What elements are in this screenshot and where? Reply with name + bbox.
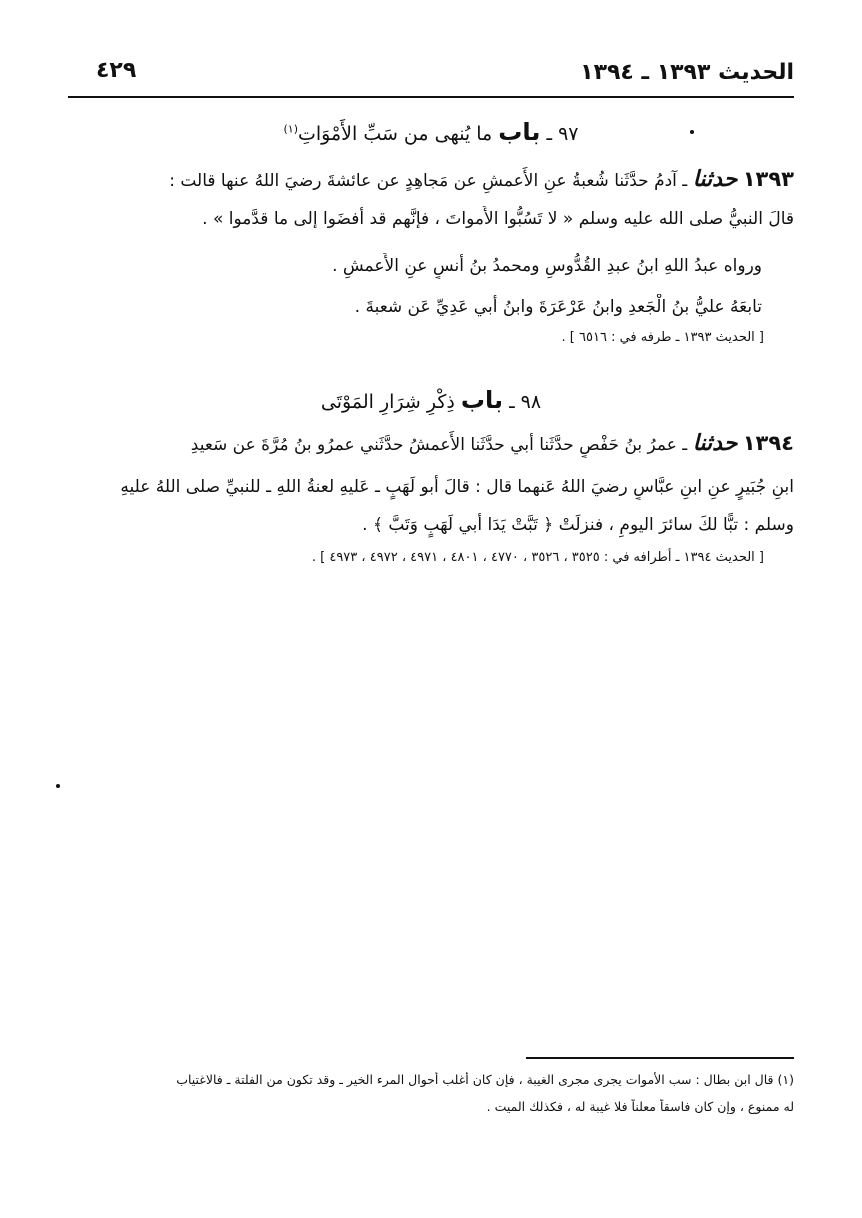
chapter-title: ذِكْرِ شِرَارِ المَوْتَى (320, 391, 455, 413)
haddathana-word: حدثنا (692, 431, 738, 456)
chapter-heading-98 (120, 386, 742, 414)
hadith-1394-line-1 (62, 430, 794, 458)
hadith-1394-line-2: ابنِ جُبَيرٍ عنِ ابنِ عبَّاسٍ رضيَ اللهُ عَنهما قال : قالَ أبو لَهَبٍ ـ عَليهِ لعنةُ اللهِ ـ للنبيِّ صلى اللهُ عليهِ (120, 477, 794, 497)
print-speck (56, 784, 60, 788)
hadith-1394-reference: [ الحديث ١٣٩٤ ـ أطرافه في : ٣٥٢٥ ، ٣٥٢٦ ، ٤٧٧٠ ، ٤٨٠١ ، ٤٩٧١ ، ٤٩٧٢ ، ٤٩٧٣ ] . (311, 550, 764, 565)
chapter-heading-97 (120, 118, 742, 146)
hadith-1393-line-4: تابعَهُ عليُّ بنُ الْجَعدِ وابنُ عَرْعَرَةَ وابنُ أبي عَدِيِّ عَن شعبةَ . (354, 297, 762, 317)
header-title: الحديث ١٣٩٣ ـ ١٣٩٤ (580, 60, 794, 85)
haddathana-word: حدثنا (692, 167, 738, 192)
hadith-1393-line-3: ورواه عبدُ اللهِ ابنُ عبدِ القُدُّوسِ ومحمدُ بنُ أنسٍ عنِ الأَعمشِ . (332, 256, 762, 276)
footnote-marker: (١) (283, 122, 298, 136)
hadith-1393-line-1 (62, 166, 794, 194)
running-header (68, 56, 794, 98)
hadith-1393-line-2: قالَ النبيُّ صلى الله عليه وسلم « لا تَسُبُّوا الأَمواتَ ، فإنَّهم قد أفضَوا إلى ما قدَّموا » . (202, 209, 794, 229)
hadith-text: ـ عمرُ بنُ حَفْصٍ حدَّثَنا أبي حدَّثَنا الأَعمشُ حدَّثَني عمرُو بنُ مُرَّةَ عن سَعيدِ (190, 435, 688, 455)
chapter-title: ما يُنهى من سَبِّ الأَمْوَاتِ (298, 123, 493, 145)
chapter-number: ٩٧ ـ (546, 123, 579, 145)
hadith-number: ١٣٩٤ (742, 431, 794, 455)
hadith-1393-reference: [ الحديث ١٣٩٣ ـ طرفه في : ٦٥١٦ ] . (561, 330, 764, 345)
chapter-word: باب (460, 386, 504, 414)
chapter-number: ٩٨ ـ (509, 391, 542, 413)
hadith-number: ١٣٩٣ (742, 167, 794, 191)
hadith-1394-line-3: وسلم : تبًّا لكَ سائرَ اليومِ ، فنزلَتْ ﴿ تَبَّتْ يَدَا أبي لَهَبٍ وَتَبَّ ﴾ . (362, 515, 794, 535)
chapter-word: باب (498, 118, 541, 146)
hadith-text: ـ آدمُ حدَّثَنا شُعبةُ عنِ الأَعمشِ عن مَجاهِدٍ عن عائشةَ رضيَ اللهُ عنها قالت : (169, 171, 688, 191)
page-number: ٤٢٩ (96, 58, 137, 83)
footnote-line-1: (١) قال ابن بطال : سب الأموات يجرى مجرى الغيبة ، فإن كان أغلب أحوال المرء الخير ـ وقد تكون من الفلتة ـ فالاغتياب (176, 1072, 794, 1087)
footnote-line-2: له ممنوع ، وإن كان فاسقاً معلناً فلا غيبة له ، فكذلك الميت . (486, 1099, 794, 1114)
print-speck (690, 130, 694, 134)
footnote-rule (526, 1057, 794, 1059)
